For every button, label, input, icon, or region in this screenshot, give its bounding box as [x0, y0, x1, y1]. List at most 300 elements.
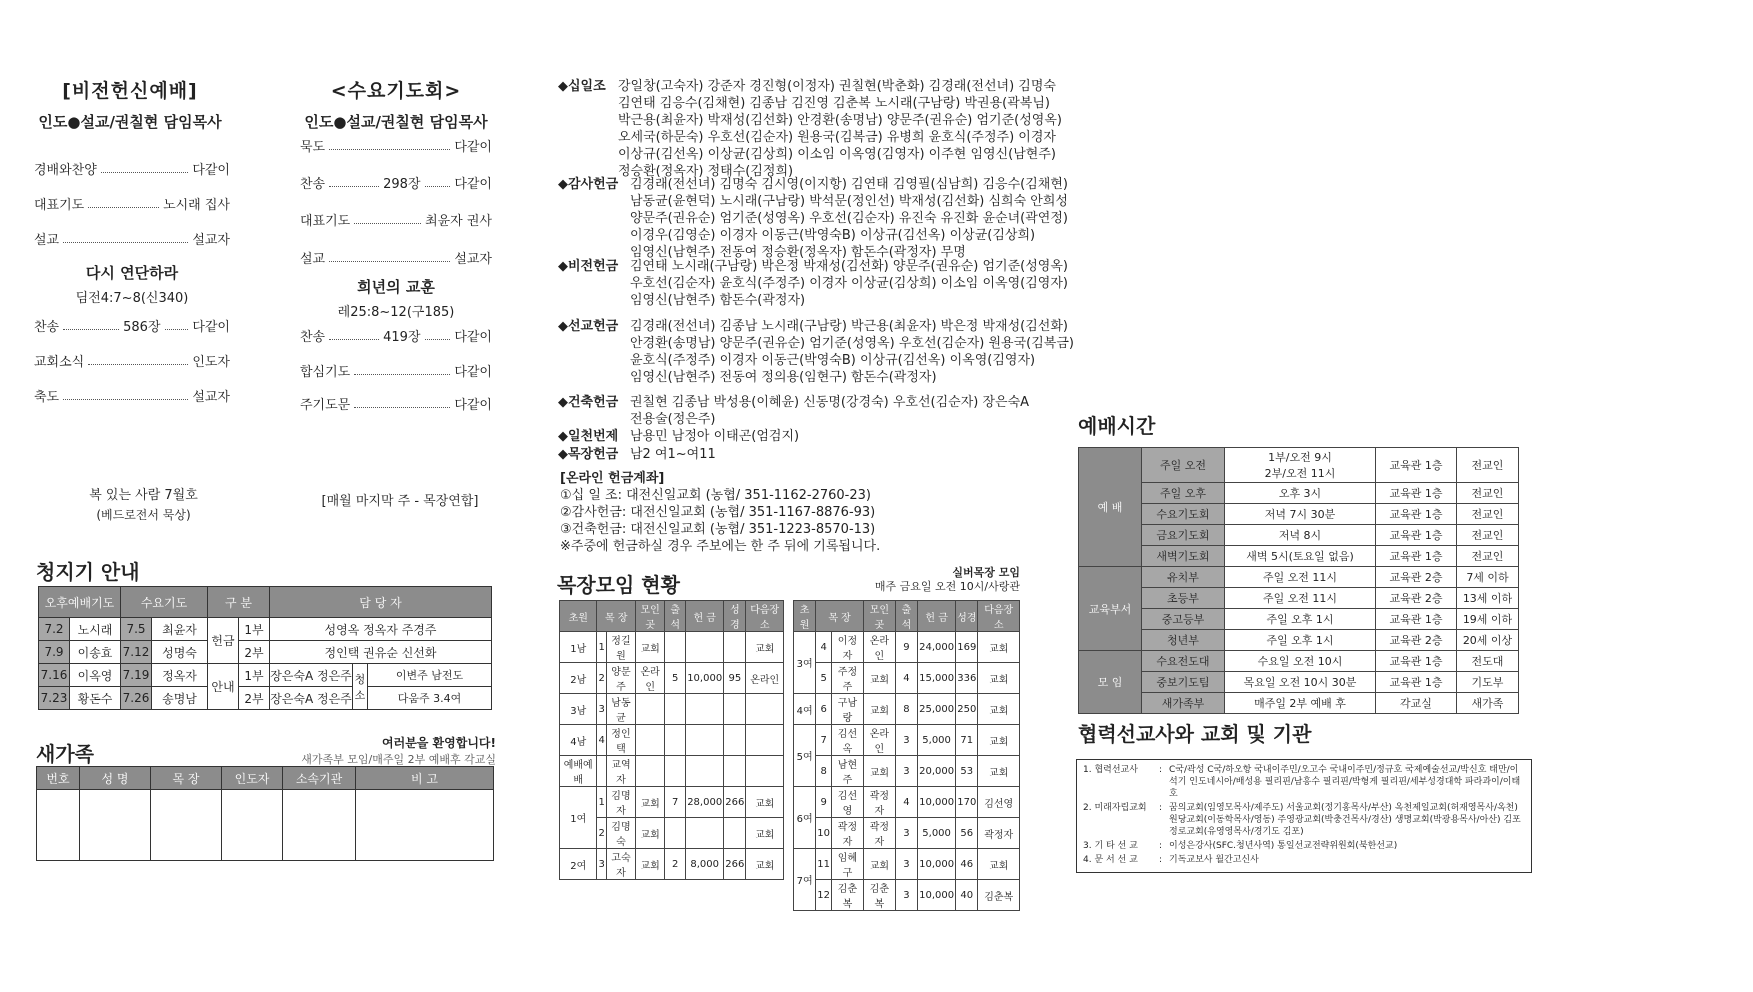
wednesday-service [298, 76, 494, 132]
col-header: 다음장소 [746, 601, 784, 632]
cell: 남동균 [606, 694, 635, 725]
cell: 12 [816, 880, 832, 911]
offering-line: 남동균(윤현덕) 노시래(구남랑) 박석문(정인선) 박재성(김선화) 심희숙 안희성 [630, 194, 1068, 209]
schedule-name: 새벽기도회 [1142, 546, 1225, 567]
coop-title: 협력선교사와 교회 및 기관 [1078, 722, 1312, 746]
cell-group: 1여 [560, 787, 597, 849]
cell: 20,000 [918, 756, 956, 787]
wednesday-title: <수요기도회> [330, 80, 462, 102]
cell: 8 [895, 694, 917, 725]
cell: 김선옥 [832, 725, 864, 756]
cell: 40 [956, 880, 978, 911]
wednesday-sermon [300, 276, 492, 320]
schedule-who: 전도대 [1457, 651, 1519, 672]
col-header: 다음장소 [978, 601, 1020, 632]
online-line: ②감사헌금: 대전신일교회 (농협/ 351-1167-8876-93) [560, 505, 876, 520]
order-label: 찬송 [300, 330, 326, 345]
cell: 이옥영 [70, 664, 121, 687]
cell: 7.16 [39, 664, 70, 687]
cell: 336 [956, 663, 978, 694]
cell [724, 725, 746, 756]
clean-names: 이변주 [395, 669, 428, 682]
cell: 5 [816, 663, 832, 694]
sermon-title: 다시 연단하라 [85, 264, 179, 282]
cell: 교회 [863, 849, 895, 880]
offering-names [630, 258, 1068, 309]
coop-key: 3. 기 타 선 교 [1083, 841, 1138, 851]
offering-line: 임영신(남현주) 전동여 정의용(임현구) 함돈수(곽정자) [630, 370, 937, 385]
clean-extra: 3.4여 [433, 692, 462, 705]
schedule-row [1079, 651, 1519, 672]
schedule-title: 예배시간 [1078, 414, 1156, 438]
clean-names: 다움주 [397, 692, 430, 705]
online-accounts [560, 470, 880, 555]
schedule-time [1225, 525, 1376, 546]
note-line-2: (베드로전서 묵상) [96, 508, 191, 522]
time-line: 1부/오전 9시 [1268, 451, 1332, 464]
col-header: 번호 [37, 767, 80, 790]
schedule-time [1225, 483, 1376, 504]
wed-item-5 [300, 326, 492, 345]
coop-key: 2. 미래자립교회 [1083, 803, 1147, 813]
order-right: 다같이 [454, 140, 492, 155]
cell: 교회 [863, 756, 895, 787]
schedule-time [1225, 567, 1376, 588]
order-right: 다같이 [192, 163, 230, 178]
cell: 3 [597, 849, 606, 880]
cell: 3 [895, 880, 917, 911]
sunday-item-5 [34, 351, 230, 370]
coop-sep: : [1159, 855, 1163, 865]
cell: 10,000 [918, 849, 956, 880]
order-mid: 298장 [383, 177, 421, 192]
order-right: 다같이 [454, 365, 492, 380]
cell [665, 818, 686, 849]
offering-line: 오세국(하문숙) 우호선(김순자) 원용국(김복금) 유병희 윤호식(주정주) 이경자 [618, 130, 1056, 145]
cell [665, 632, 686, 663]
cell-group: 4여 [794, 694, 816, 725]
cell: 10,000 [686, 663, 724, 694]
schedule-name: 초등부 [1142, 588, 1225, 609]
cell [636, 725, 665, 756]
cell: 최윤자 [152, 618, 208, 641]
cell: 장은숙A 정은주 [270, 664, 353, 687]
sermon-title: 희년의 교훈 [357, 278, 435, 296]
cell-note-1: 실버목장 모임 [952, 566, 1020, 579]
schedule-name: 청년부 [1142, 630, 1225, 651]
schedule-who: 전교인 [1457, 504, 1519, 525]
cell: 교회 [978, 849, 1020, 880]
coop-key: 1. 협력선교사 [1083, 765, 1138, 775]
offering-line: 남2 여1~여11 [630, 447, 716, 462]
col-header: 목 장 [151, 767, 222, 790]
cell: 4 [895, 663, 917, 694]
cell: 청소 [353, 664, 368, 710]
schedule-place: 교육관 1층 [1376, 651, 1457, 672]
cell: 7.23 [39, 687, 70, 710]
col-header: 초원 [560, 601, 597, 632]
schedule-who: 7세 이하 [1457, 567, 1519, 588]
schedule-row [1079, 504, 1519, 525]
coop-item [1083, 802, 1525, 838]
offering-line: 권칠현 김종남 박성용(이혜윤) 신동명(강경숙) 우호선(김순자) 장은숙A [630, 395, 1030, 410]
cell [37, 790, 80, 861]
col-header: 성 명 [80, 767, 151, 790]
offering-line: 정승환(정옥자) 정태수(김정희) [618, 164, 794, 179]
cell: 이송효 [70, 641, 121, 664]
sermon-ref: 레25:8~12(구185) [337, 305, 455, 320]
cell [746, 725, 784, 756]
cell [724, 756, 746, 787]
cell: 24,000 [918, 632, 956, 663]
cell: 교회 [746, 818, 784, 849]
cell: 6 [816, 694, 832, 725]
cell [665, 725, 686, 756]
cell-table-right [793, 600, 1020, 911]
offering-line: 안경환(송명남) 양문주(권유순) 엄기준(성영옥) 우호선(김순자) 원용국(김복금) [630, 336, 1074, 351]
coop-value: 꿈의교회(임영모목사/제주도) 서울교회(정기홍목사/부산) 옥천제일교회(허재영목사/옥천) 원당교회(이동학목사/영동) 주영광교회(박충건목사/경산) 생명교회(박광용목사/아산) 김포정로교회(유영영목사/경기도 김포) [1169, 803, 1521, 837]
table-row [560, 849, 784, 880]
cell: 성명숙 [152, 641, 208, 664]
cell: 10,000 [918, 787, 956, 818]
offering-line: 강일창(고숙자) 강준자 경진형(이정자) 권칠현(박춘화) 김경래(전선녀) 김명숙 [618, 79, 1056, 94]
sunday-item-2 [34, 194, 230, 213]
cell: 250 [956, 694, 978, 725]
table-row [39, 618, 492, 641]
cell: 남현주 [832, 756, 864, 787]
schedule-group: 예 배 [1079, 448, 1142, 567]
col-header: 담 당 자 [270, 587, 492, 618]
col-header: 초원 [794, 601, 816, 632]
cell: 곽정자 [832, 818, 864, 849]
sunday-sermon [34, 262, 230, 306]
table-row [794, 756, 1020, 787]
cell: 95 [724, 663, 746, 694]
cell: 이정자 [832, 632, 864, 663]
schedule-who: 전교인 [1457, 448, 1519, 483]
sunday-leader: 인도●설교/권칠현 담임목사 [38, 113, 222, 131]
table-row [560, 663, 784, 694]
cell [356, 790, 494, 861]
cell: 7.19 [121, 664, 152, 687]
sermon-ref: 딤전4:7~8(신340) [75, 291, 189, 306]
time-line: 저녁 7시 30분 [1264, 508, 1336, 521]
cell: 정옥자 [152, 664, 208, 687]
col-header: 출석 [895, 601, 917, 632]
offering-label: ◆십일조 [558, 79, 606, 94]
wed-item-4 [300, 248, 492, 267]
order-mid: 419장 [383, 330, 421, 345]
cell [368, 664, 492, 687]
offering-block [558, 258, 1068, 309]
coop-key: 4. 문 서 선 교 [1083, 855, 1138, 865]
cell: 교회 [636, 632, 665, 663]
offering-line: 임영신(남현주) 함돈수(곽정자) [630, 293, 806, 308]
newfamily-title: 새가족 [36, 742, 94, 766]
cell [686, 694, 724, 725]
order-right: 설교자 [192, 233, 230, 248]
wed-item-2 [300, 173, 492, 192]
wed-item-1 [300, 136, 492, 155]
cell-group: 6여 [794, 787, 816, 849]
cell: 1부 [239, 664, 270, 687]
cell: 266 [724, 787, 746, 818]
order-right: 최윤자 권사 [425, 214, 492, 229]
cell: 교회 [978, 725, 1020, 756]
order-label: 설교 [300, 252, 326, 267]
col-header: 출석 [665, 601, 686, 632]
cell [665, 756, 686, 787]
schedule-place: 교육관 1층 [1376, 609, 1457, 630]
schedule-row [1079, 567, 1519, 588]
offering-label: ◆비전헌금 [558, 259, 619, 274]
cell: 4 [816, 632, 832, 663]
cell: 성영옥 정옥자 주경주 [270, 618, 492, 641]
welcome-sub: 새가족부 모임/매주일 2부 예배후 각교실 [301, 753, 496, 766]
cell: 7.5 [121, 618, 152, 641]
cell: 1부 [239, 618, 270, 641]
order-label: 묵도 [300, 140, 326, 155]
cell-note-2: 매주 금요일 오전 10시/사랑관 [874, 580, 1020, 593]
order-right: 다같이 [192, 320, 230, 335]
schedule-place: 교육관 1층 [1376, 525, 1457, 546]
col-header: 헌 금 [918, 601, 956, 632]
newfamily-table [36, 766, 494, 861]
offering-block [558, 78, 1062, 180]
order-label: 축도 [34, 390, 60, 405]
schedule-name: 주일 오후 [1142, 483, 1225, 504]
cleaning-title: 청지기 안내 [36, 560, 140, 584]
cell: 교회 [978, 694, 1020, 725]
offering-line: 양문주(권유순) 엄기준(성영옥) 우호선(김순자) 유진숙 유진화 윤순녀(곽연정) [630, 211, 1068, 226]
cell: 곽정자 [978, 818, 1020, 849]
schedule-time [1225, 546, 1376, 567]
cell [151, 790, 222, 861]
cell: 김명숙 [606, 818, 635, 849]
col-header: 구 분 [208, 587, 270, 618]
cell: 온라인 [863, 632, 895, 663]
cell-group: 7여 [794, 849, 816, 911]
time-line: 주일 오전 11시 [1262, 571, 1338, 584]
cell: 7.2 [39, 618, 70, 641]
schedule-row [1079, 630, 1519, 651]
cell: 주정주 [832, 663, 864, 694]
order-label: 경배와찬양 [34, 163, 97, 178]
offering-label: ◆감사헌금 [558, 177, 619, 192]
order-right: 설교자 [454, 252, 492, 267]
order-right: 설교자 [192, 390, 230, 405]
cell: 2 [665, 849, 686, 880]
schedule-time [1225, 630, 1376, 651]
schedule-place: 교육관 1층 [1376, 504, 1457, 525]
order-right: 노시래 집사 [163, 198, 230, 213]
cell: 5,000 [918, 818, 956, 849]
wednesday-leader: 인도●설교/권칠현 담임목사 [304, 113, 488, 131]
schedule-who: 전교인 [1457, 546, 1519, 567]
cell [597, 756, 606, 787]
cell: 양문주 [606, 663, 635, 694]
schedule-who: 기도부 [1457, 672, 1519, 693]
time-line: 목요일 오전 10시 30분 [1243, 676, 1357, 689]
cell: 임혜구 [832, 849, 864, 880]
cleaning-table [38, 586, 492, 710]
cell: 곽정자 [863, 818, 895, 849]
schedule-place: 교육관 1층 [1376, 546, 1457, 567]
schedule-place: 교육관 1층 [1376, 448, 1457, 483]
table-row [794, 725, 1020, 756]
wednesday-note: [매월 마지막 주 - 목장연합] [321, 494, 479, 509]
schedule-place: 교육관 1층 [1376, 672, 1457, 693]
cell-title: 목장모임 현황 [557, 573, 680, 597]
cell: 교회 [746, 787, 784, 818]
cell: 황돈수 [70, 687, 121, 710]
wed-item-6 [300, 361, 492, 380]
col-header: 수요기도 [121, 587, 208, 618]
sunday-title: [비전헌신예배] [62, 80, 198, 102]
table-row [794, 663, 1020, 694]
schedule-time [1225, 504, 1376, 525]
offering-line: 김연태 김응수(김채현) 김종남 김진영 김춘복 노시래(구남랑) 박권용(곽복님) [618, 96, 1050, 111]
table-row [794, 818, 1020, 849]
wed-item-3 [300, 210, 492, 229]
coop-item [1083, 764, 1525, 800]
cell [636, 694, 665, 725]
table-row [39, 641, 492, 664]
offering-line: 이상규(김선옥) 이상균(김상희) 이소임 이옥영(김영자) 이주현 임영신(남현주) [618, 147, 1056, 162]
offering-line: 김경래(전선녀) 김명숙 김시영(이지항) 김연태 김영필(심남희) 김응수(김채현) [630, 177, 1068, 192]
coop-sep: : [1159, 765, 1163, 775]
cell: 3 [895, 756, 917, 787]
schedule-who: 13세 이하 [1457, 588, 1519, 609]
cell: 김춘복 [978, 880, 1020, 911]
cell: 10 [816, 818, 832, 849]
offering-names [630, 428, 799, 445]
col-header: 모인곳 [863, 601, 895, 632]
cell: 교회 [746, 632, 784, 663]
cell: 2부 [239, 641, 270, 664]
cell: 교회 [978, 663, 1020, 694]
cell: 10,000 [918, 880, 956, 911]
cell: 266 [724, 849, 746, 880]
cell: 3 [895, 849, 917, 880]
offering-line: 김연태 노시래(구남랑) 박은정 박재성(김선화) 양문주(권유순) 엄기준(성영옥) [630, 259, 1068, 274]
schedule-who: 전교인 [1457, 483, 1519, 504]
cell: 3 [597, 694, 606, 725]
online-line: ③건축헌금: 대전신일교회 (농협/ 351-1223-8570-13) [560, 522, 876, 537]
time-line: 오후 3시 [1278, 487, 1322, 500]
table-row [794, 849, 1020, 880]
cell: 11 [816, 849, 832, 880]
schedule-time [1225, 651, 1376, 672]
coop-value: C국/곽성 C국/하오항 국내이주민/오고수 국내이주민/정규호 국제예술선교/박신호 태만/이석기 인도네시아/배성용 필리핀/남흥수 필리핀/박형게 필리핀/세부성경대학 파라과이/이태호 [1169, 765, 1521, 799]
cell: 9 [816, 787, 832, 818]
schedule-row [1079, 693, 1519, 714]
col-header: 모인곳 [636, 601, 665, 632]
cell: 5 [665, 663, 686, 694]
cell [746, 694, 784, 725]
time-line: 주일 오전 11시 [1262, 592, 1338, 605]
table-row [794, 694, 1020, 725]
schedule-name: 주일 오전 [1142, 448, 1225, 483]
cell: 장은숙A 정은주 [270, 687, 353, 710]
schedule-time [1225, 693, 1376, 714]
offering-names [630, 318, 1074, 386]
schedule-who: 19세 이하 [1457, 609, 1519, 630]
cell: 송명남 [152, 687, 208, 710]
cell-table-left [559, 600, 784, 880]
cell: 71 [956, 725, 978, 756]
cell: 고숙자 [606, 849, 635, 880]
online-line: ①십 일 조: 대전신일교회 (농협/ 351-1162-2760-23) [560, 488, 871, 503]
sunday-note [56, 484, 231, 523]
cell [686, 725, 724, 756]
cell: 5,000 [918, 725, 956, 756]
order-label: 교회소식 [34, 355, 85, 370]
cell: 정인택 권유순 신선화 [270, 641, 492, 664]
schedule-row [1079, 546, 1519, 567]
order-right: 다같이 [454, 177, 492, 192]
online-line: ※주중에 헌금하실 경우 주보에는 한 주 뒤에 기록됩니다. [560, 539, 881, 554]
cell [724, 818, 746, 849]
cell: 교회 [746, 849, 784, 880]
cell: 7 [665, 787, 686, 818]
schedule-row [1079, 448, 1519, 483]
coop-value: 이성은강사(SFC.청년사역) 통일선교전략위원회(북한선교) [1169, 841, 1398, 851]
table-row [794, 632, 1020, 663]
table-row [560, 725, 784, 756]
table-row [39, 664, 492, 687]
offering-label: ◆목장헌금 [558, 447, 619, 462]
offering-block [558, 428, 799, 445]
schedule-name: 유치부 [1142, 567, 1225, 588]
time-line: 주일 오후 1시 [1266, 613, 1334, 626]
col-header: 목 장 [597, 601, 636, 632]
col-header: 소속기관 [283, 767, 356, 790]
order-label: 찬송 [34, 320, 60, 335]
time-line: 저녁 8시 [1278, 529, 1322, 542]
table-row [39, 687, 492, 710]
time-line: 새벽 5시(토요일 없음) [1246, 550, 1354, 563]
col-header: 인도자 [222, 767, 283, 790]
order-label: 대표기도 [300, 214, 351, 229]
note-line-1: 복 있는 사람 7월호 [89, 488, 198, 503]
time-line: 수요일 오전 10시 [1257, 655, 1343, 668]
offering-line: 김경래(전선녀) 김종남 노시래(구남랑) 박근용(최윤자) 박은정 박재성(김선화) [630, 319, 1068, 334]
order-mid: 586장 [123, 320, 161, 335]
schedule-group: 교육부서 [1079, 567, 1142, 651]
cell-group: 5여 [794, 725, 816, 787]
cell: 7.9 [39, 641, 70, 664]
order-right: 다같이 [454, 330, 492, 345]
cell: 3 [895, 818, 917, 849]
order-label: 찬송 [300, 177, 326, 192]
online-title: [온라인 헌금계좌] [560, 471, 665, 486]
table-row [794, 880, 1020, 911]
cell: 7.26 [121, 687, 152, 710]
schedule-time [1225, 588, 1376, 609]
cell: 교회 [978, 632, 1020, 663]
cell [724, 694, 746, 725]
sunday-item-4 [34, 316, 230, 335]
cell: 3 [895, 725, 917, 756]
table-row [560, 694, 784, 725]
schedule-who: 20세 이상 [1457, 630, 1519, 651]
cell: 김명자 [606, 787, 635, 818]
col-header: 비 고 [356, 767, 494, 790]
offering-line: 윤호식(주정주) 이경자 이동근(박영숙B) 이상규(김선옥) 이옥영(김영자) [630, 353, 1036, 368]
schedule-row [1079, 672, 1519, 693]
cell [80, 790, 151, 861]
